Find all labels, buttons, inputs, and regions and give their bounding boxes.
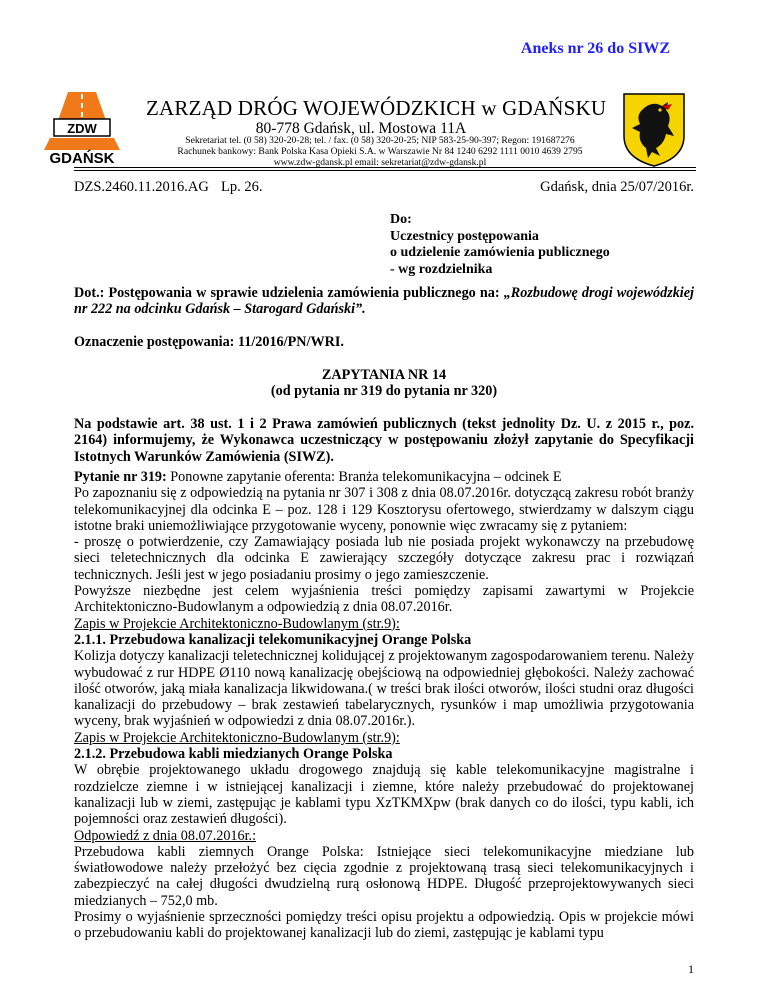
header-rule-secondary — [74, 170, 696, 171]
paragraph: Po zapoznaniu się z odpowiedzią na pytania nr 307 i 308 z dnia 08.07.2016r. dotyczącą zakresu robót branży telekomunikacyjnej dla odcinka E – poz. 128 i 129 Kosztorysu ofertowego, stwierdzamy w dalszym ciągu istotne braki uniemożliwiające przygotowanie wyceny, ponownie więc zwracamy się z pytaniem: — [74, 485, 694, 534]
org-contact — [146, 135, 614, 168]
item-number: Lp. 26. — [221, 179, 263, 195]
reference-heading: Odpowiedź z dnia 08.07.2016r.: — [74, 827, 257, 844]
contact-line-1: Sekretariat tel. (0 58) 320-20-28; tel. / fax. (0 58) 320-20-25; NIP 583-25-90-397; Regon: 191687276 — [185, 135, 575, 146]
addressee-line: - wg rozdzielnika — [390, 261, 493, 277]
contact-line-2: Rachunek bankowy: Bank Polska Kasa Opieki S.A. w Warszawie Nr 84 1240 6292 1111 0010 4639 2795 — [177, 146, 583, 157]
annex-label: Aneks nr 26 do SIWZ — [520, 40, 670, 57]
section-heading: 2.1.2. Przebudowa kabli miedzianych Orange Polska — [74, 746, 393, 763]
subject-prefix: Dot.: Postępowania w sprawie udzielenia zamówienia publicznego na: — [74, 285, 504, 301]
paragraph: Kolizja dotyczy kanalizacji teletechnicznej kolidującej z projektowanym zagospodarowaniem terenu. Należy wybudować z rur HDPE Ø110 nową kanalizację obejściową na odpowiedniej głębokości. Należy zachować ilość otworów, jaką miała kanalizacja likwidowana.( w treści brak ilości otworów, ilości studni oraz długości kanalizacji do przebudowy – brak zestawień tabelarycznych, rysunków i map umożliwia przygotowania wyceny, brak wyjaśnień w odpowiedzi z dnia 08.07.2016r.). — [74, 648, 694, 730]
subject — [74, 285, 694, 318]
question-label: Pytanie nr 319: — [74, 469, 167, 485]
section-heading: 2.1.1. Przebudowa kanalizacji telekomunikacyjnej Orange Polska — [74, 631, 472, 648]
coat-of-arms-icon — [622, 92, 686, 168]
questions-heading-range: (od pytania nr 319 do pytania nr 320) — [270, 383, 498, 400]
place-date: Gdańsk, dnia 25/07/2016r. — [540, 179, 694, 195]
addressee-line: o udzielenie zamówienia publicznego — [390, 245, 610, 260]
zdw-logo — [40, 92, 124, 166]
subject-title: „Rozbudowę drogi wojewódzkiej nr 222 na odcinku Gdańsk – Starogard Gdański”. — [74, 285, 694, 318]
addressee-block — [390, 212, 610, 278]
reference-number: DZS.2460.11.2016.AG — [74, 179, 209, 195]
header-rule — [74, 167, 696, 168]
procedure-designation: Oznaczenie postępowania: 11/2016/PN/WRI. — [74, 334, 344, 350]
addressee-line: Do: — [390, 212, 412, 227]
question-lead — [74, 469, 694, 485]
org-address: 80-778 Gdańsk, ul. Mostowa 11A — [255, 120, 467, 137]
reference-heading: Zapis w Projekcie Architektoniczno-Budowlanym (str.9): — [74, 729, 400, 746]
questions-heading — [74, 367, 694, 400]
page-number: 1 — [688, 962, 694, 976]
paragraph: - proszę o potwierdzenie, czy Zamawiający posiada lub nie posiada projekt wykonawczy na przebudowę sieci teletechnicznych dla odcinka E zawierający szczegóły dotyczące zakresu prac i rozwiązań technicznych. Jeśli jest w jego posiadaniu prosimy o jego zamieszczenie. — [74, 534, 694, 583]
paragraph: Przebudowa kabli ziemnych Orange Polska: Istniejące sieci telekomunikacyjne miedziane lub światłowodowe należy przełożyć bez cięcia zgodnie z projektowaną trasą sieci telekomunikacyjnych i zabezpieczyć na całej długości dwudzielną rurą osłonową HDPE. Długość przeprojektowywanych sieci miedzianych – 752,0 mb. — [74, 843, 694, 909]
addressee-line: Uczestnicy postępowania — [390, 228, 539, 244]
org-name: ZARZĄD DRÓG WOJEWÓDZKICH w GDAŃSKU — [146, 96, 607, 120]
paragraph: Powyższe niezbędne jest celem wyjaśnienia treści pomiędzy zapisami zawartymi w Projekcie Architektoniczno-Budowlanym a odpowiedzią z dnia 08.07.2016r. — [74, 583, 694, 616]
reference-heading: Zapis w Projekcie Architektoniczno-Budowlanym (str.9): — [74, 615, 400, 632]
paragraph: W obrębie projektowanego układu drogowego znajdują się kable telekomunikacyjne magistralne i rozdzielcze ziemne i w istniejącej kanalizacji i ziemne, które należy przebudować do projektowanej kanalizacji lub w ziemi, zastępując je kablami typu XzTKMXpw (brak danych co do ilości, typu kabli, ich pojemności oraz zestawień długości). — [74, 762, 694, 828]
question-319 — [74, 469, 694, 942]
paragraph: Prosimy o wyjaśnienie sprzeczności pomiędzy treści opisu projektu a odpowiedzią. Opis w projekcie mówi o przebudowaniu kabli do projektowanej kanalizacji lub do ziemi, zastępując je kablami typu — [74, 909, 694, 942]
questions-heading-title: ZAPYTANIA NR 14 — [321, 367, 447, 383]
logo-abbrev: ZDW — [67, 121, 97, 136]
question-lead-text: Ponowne zapytanie oferenta: Branża telekomunikacyjna – odcinek E — [166, 469, 562, 485]
logo-city: GDAŃSK — [49, 150, 115, 166]
contact-line-3: www.zdw-gdansk.pl email: sekretariat@zdw-gdansk.pl — [273, 157, 487, 168]
intro-paragraph: Na podstawie art. 38 ust. 1 i 2 Prawa zamówień publicznych (tekst jednolity Dz. U. z 2015 r., poz. 2164) informujemy, że Wykonawca uczestniczący w postępowaniu złożył zapytanie do Specyfikacji Istotnych Warunków Zamówienia (SIWZ). — [74, 416, 694, 465]
